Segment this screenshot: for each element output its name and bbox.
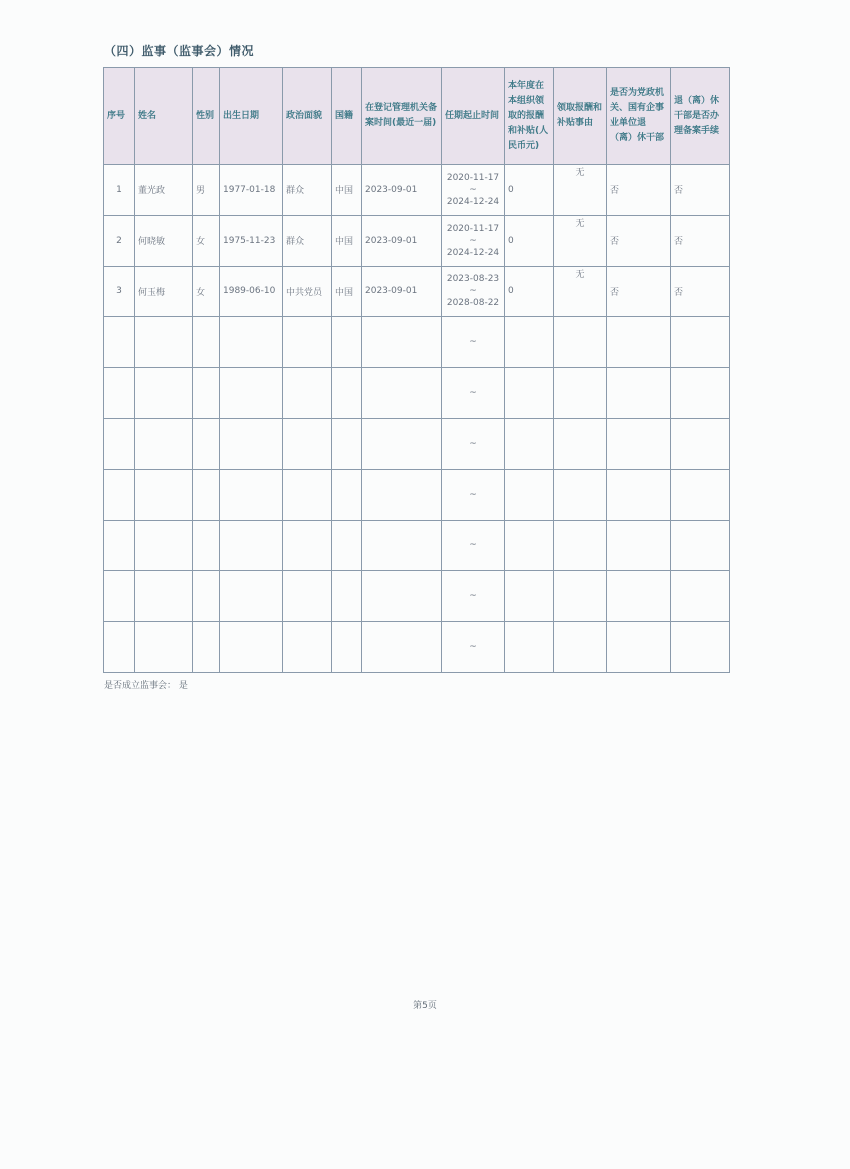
header-filing-time: 在登记管理机关备案时间(最近一届): [362, 68, 442, 165]
cell-retired-filed: 否: [671, 266, 730, 317]
footnote-value: 是: [178, 681, 188, 691]
cell-filing-time: 2023-09-01: [362, 165, 442, 216]
cell-index: 3: [104, 266, 135, 317]
table-row: [104, 165, 730, 216]
header-gender: 性别: [193, 68, 220, 165]
empty-table-row: [104, 520, 730, 571]
cell-retired-filed: 否: [671, 165, 730, 216]
table-row: [104, 266, 730, 317]
cell-pay-reason: 无: [554, 215, 607, 266]
term-separator: ~: [469, 286, 477, 297]
header-index: 序号: [104, 68, 135, 165]
cell-name: 何玉梅: [135, 266, 193, 317]
empty-table-row: [104, 622, 730, 673]
cell-birth-date: 1977-01-18: [220, 165, 283, 216]
header-nationality: 国籍: [332, 68, 362, 165]
cell-pay-reason: 无: [554, 165, 607, 216]
cell-nationality: 中国: [332, 266, 362, 317]
empty-term-marker: ~: [442, 317, 505, 368]
supervisors-table: [103, 67, 730, 673]
footnote-label: 是否成立监事会：: [104, 681, 177, 691]
header-birth-date: 出生日期: [220, 68, 283, 165]
cell-gender: 男: [193, 165, 220, 216]
header-pay-reason: 领取报酬和补贴事由: [554, 68, 607, 165]
term-end: 2024-12-24: [446, 196, 500, 207]
term-separator: ~: [469, 235, 477, 246]
cell-pay-reason: 无: [554, 266, 607, 317]
cell-index: 1: [104, 165, 135, 216]
cell-retired-cadre: 否: [607, 215, 671, 266]
header-retired-cadre: 是否为党政机关、国有企事业单位退（离）休干部: [607, 68, 671, 165]
term-start: 2023-08-23: [446, 274, 500, 285]
header-pay: 本年度在本组织领取的报酬和补贴(人民币元): [505, 68, 554, 165]
empty-term-marker: ~: [442, 469, 505, 520]
section-title: （四）监事（监事会）情况: [104, 44, 255, 58]
cell-political-status: 群众: [283, 165, 332, 216]
cell-name: 何晓敏: [135, 215, 193, 266]
term-end: 2028-08-22: [446, 298, 500, 309]
header-term: 任期起止时间: [442, 68, 505, 165]
cell-pay: 0: [505, 266, 554, 317]
table-row: [104, 215, 730, 266]
supervisory-board-note: [104, 678, 188, 691]
cell-birth-date: 1975-11-23: [220, 215, 283, 266]
cell-political-status: 群众: [283, 215, 332, 266]
cell-retired-cadre: 否: [607, 165, 671, 216]
empty-term-marker: ~: [442, 622, 505, 673]
cell-birth-date: 1989-06-10: [220, 266, 283, 317]
header-political-status: 政治面貌: [283, 68, 332, 165]
empty-term-marker: ~: [442, 418, 505, 469]
term-separator: ~: [469, 184, 477, 195]
cell-retired-filed: 否: [671, 215, 730, 266]
cell-pay: 0: [505, 165, 554, 216]
term-start: 2020-11-17: [446, 172, 500, 183]
cell-retired-cadre: 否: [607, 266, 671, 317]
cell-political-status: 中共党员: [283, 266, 332, 317]
cell-nationality: 中国: [332, 165, 362, 216]
cell-gender: 女: [193, 215, 220, 266]
empty-table-row: [104, 368, 730, 419]
header-name: 姓名: [135, 68, 193, 165]
term-start: 2020-11-17: [446, 223, 500, 234]
header-retired-filed: 退（离）休干部是否办理备案手续: [671, 68, 730, 165]
empty-term-marker: ~: [442, 368, 505, 419]
empty-table-row: [104, 469, 730, 520]
term-end: 2024-12-24: [446, 247, 500, 258]
cell-filing-time: 2023-09-01: [362, 215, 442, 266]
empty-table-row: [104, 418, 730, 469]
cell-term: [442, 266, 505, 317]
page-number: 第5页: [413, 1001, 437, 1011]
cell-nationality: 中国: [332, 215, 362, 266]
table-header-row: [104, 68, 730, 165]
cell-term: [442, 165, 505, 216]
empty-table-row: [104, 317, 730, 368]
empty-term-marker: ~: [442, 571, 505, 622]
cell-name: 董光政: [135, 165, 193, 216]
empty-term-marker: ~: [442, 520, 505, 571]
cell-pay: 0: [505, 215, 554, 266]
cell-term: [442, 215, 505, 266]
cell-filing-time: 2023-09-01: [362, 266, 442, 317]
cell-gender: 女: [193, 266, 220, 317]
cell-index: 2: [104, 215, 135, 266]
empty-table-row: [104, 571, 730, 622]
